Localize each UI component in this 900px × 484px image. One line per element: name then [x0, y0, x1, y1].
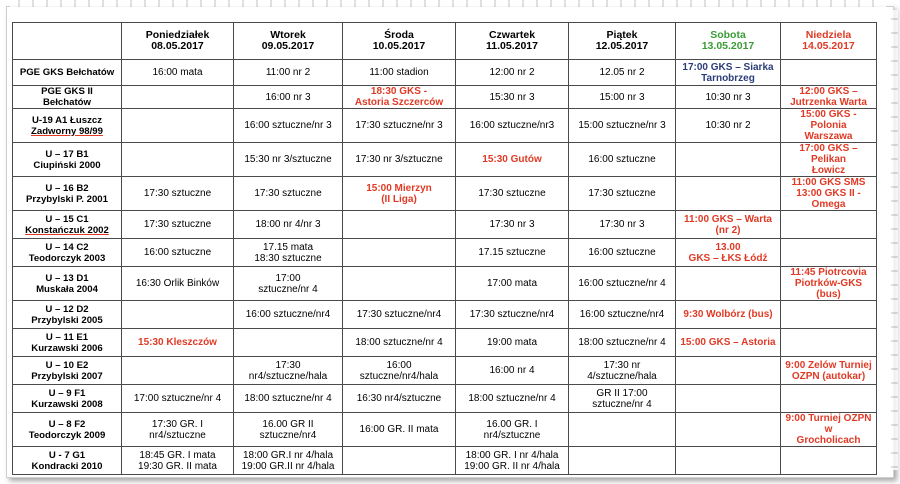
table-row	[13, 143, 877, 177]
cell-line: nr4/sztuczne	[149, 429, 206, 441]
schedule-cell	[122, 357, 234, 385]
day-header	[676, 23, 781, 60]
cell-line: 15:00 GKS – Astoria	[680, 337, 776, 348]
schedule-cell	[234, 109, 343, 143]
cell-line: sztuczne/nr 4	[592, 398, 652, 410]
table-row	[13, 413, 877, 447]
cell-line: 15:30 nr 3	[489, 91, 535, 103]
team-line: Przybylski 2007	[31, 370, 103, 382]
cell-line: 17.15 sztuczne	[478, 247, 546, 258]
schedule-cell	[122, 109, 234, 143]
cell-line: 17:30 sztuczne	[254, 188, 322, 199]
day-date: 13.05.2017	[701, 40, 755, 52]
schedule-cell	[343, 143, 456, 177]
schedule-cell	[676, 211, 781, 239]
cell-line: 18:00 sztuczne/nr 4	[244, 393, 332, 404]
day-date: 09.05.2017	[261, 40, 315, 52]
cell-line: 17:00	[275, 272, 301, 284]
schedule-cell	[343, 267, 456, 301]
schedule-cell	[122, 267, 234, 301]
team-line: U – 15 C1	[45, 213, 89, 225]
cell-line: 16.00 GR. I	[486, 418, 538, 430]
cell-line: 15:00 sztuczne/nr 3	[578, 120, 666, 131]
cell-line: 9:00 Turniej OZPN w	[785, 413, 872, 435]
cell-line: 17:30 sztuczne	[588, 188, 656, 199]
cell-line: 17:30 sztuczne/nr 3	[355, 120, 443, 131]
team-cell	[13, 143, 122, 177]
team-cell	[13, 385, 122, 413]
schedule-cell	[122, 86, 234, 109]
cell-line: nr4/sztuczne/hala	[248, 370, 328, 382]
schedule-body	[13, 60, 877, 475]
cell-line: 18:00 sztuczne/nr 4	[468, 393, 556, 404]
schedule-cell	[122, 447, 234, 475]
day-date: 10.05.2017	[372, 40, 426, 52]
table-row	[13, 357, 877, 385]
schedule-cell	[569, 86, 676, 109]
team-line: U – 9 F1	[48, 387, 86, 399]
cell-line: 17:30	[275, 359, 301, 371]
team-line: Kurzawski 2006	[31, 342, 103, 354]
schedule-cell	[456, 211, 569, 239]
cell-line: sztuczne/nr4/hala	[359, 370, 439, 382]
schedule-cell	[781, 60, 877, 86]
schedule-cell	[781, 413, 877, 447]
schedule-cell	[569, 447, 676, 475]
cell-line: 18:45 GR. I mata	[139, 449, 216, 461]
team-line: Przybylski P. 2001	[26, 193, 108, 205]
schedule-cell	[343, 86, 456, 109]
cell-line: 16:00 mata	[152, 67, 203, 78]
cell-line: 16:00 sztuczne/nr4	[579, 309, 665, 320]
cell-line: 17:30 sztuczne/nr4	[356, 309, 442, 320]
cell-line: 11:00 stadion	[369, 67, 429, 78]
table-row	[13, 447, 877, 475]
schedule-cell	[676, 447, 781, 475]
cell-line: (II Liga)	[381, 193, 417, 205]
cell-line: nr4/sztuczne	[483, 429, 541, 441]
cell-line: 16:00 sztuczne	[143, 247, 212, 258]
schedule-cell	[676, 60, 781, 86]
schedule-cell	[234, 239, 343, 267]
schedule-cell	[122, 329, 234, 357]
cell-line: 18:00 GR. I nr 4/hala	[465, 449, 559, 461]
team-line: PGE GKS II	[41, 86, 93, 97]
schedule-cell	[343, 109, 456, 143]
cell-line: GKS – ŁKS Łódź	[688, 252, 768, 264]
team-line: Teodorczyk 2003	[28, 252, 106, 264]
cell-line: 16:00 sztuczne/nr 3	[244, 120, 332, 131]
schedule-cell	[234, 267, 343, 301]
cell-line: 16:30 nr4/sztuczne	[356, 393, 442, 404]
schedule-cell	[343, 239, 456, 267]
table-row	[13, 60, 877, 86]
cell-line: 16:00 sztuczne/nr3	[469, 120, 555, 131]
table-row	[13, 211, 877, 239]
schedule-cell	[569, 329, 676, 357]
day-name: Sobota	[710, 29, 746, 41]
team-cell	[13, 86, 122, 109]
schedule-cell	[781, 329, 877, 357]
day-name: Wtorek	[270, 29, 306, 41]
team-line: Konstańczuk 2002	[25, 224, 109, 236]
schedule-cell	[781, 301, 877, 329]
cell-line: 16:00 sztuczne	[588, 154, 656, 165]
cell-line: 19:00 mata	[486, 337, 538, 348]
day-date: 14.05.2017	[802, 40, 855, 52]
cell-line: 18:30 GKS -	[370, 86, 428, 97]
schedule-cell	[676, 385, 781, 413]
schedule-cell	[122, 413, 234, 447]
day-header	[781, 23, 877, 60]
table-row	[13, 86, 877, 109]
schedule-cell	[343, 211, 456, 239]
schedule-cell	[676, 301, 781, 329]
cell-line: 11:00 nr 2	[265, 67, 311, 78]
cell-line: 10:30 nr 2	[705, 120, 751, 131]
schedule-cell	[122, 60, 234, 86]
schedule-cell	[781, 239, 877, 267]
schedule-cell	[343, 301, 456, 329]
team-line: Teodorczyk 2009	[28, 429, 106, 441]
team-line: U – 10 E2	[45, 359, 89, 371]
schedule-cell	[676, 413, 781, 447]
table-row	[13, 177, 877, 211]
schedule-cell	[456, 239, 569, 267]
table-row	[13, 267, 877, 301]
schedule-cell	[676, 177, 781, 211]
schedule-cell	[781, 357, 877, 385]
cell-line: 19:00 GR. II nr 4/hala	[464, 460, 560, 472]
cell-line: 12:00 GKS –	[799, 86, 858, 97]
day-name: Czwartek	[488, 29, 536, 41]
schedule-cell	[676, 109, 781, 143]
cell-line: (nr 2)	[715, 224, 741, 236]
schedule-cell	[343, 413, 456, 447]
cell-line: 9:30 Wolbórz (bus)	[683, 309, 773, 320]
team-cell	[13, 239, 122, 267]
team-cell	[13, 267, 122, 301]
schedule-cell	[781, 109, 877, 143]
team-line: Ciupiński 2000	[33, 159, 101, 171]
team-line: PGE GKS Bełchatów	[19, 67, 115, 78]
cell-line: 16:00 sztuczne	[588, 247, 656, 258]
schedule-cell	[122, 239, 234, 267]
cell-line: 16:00 GR. II mata	[359, 424, 439, 435]
cell-line: 16:00 nr 3	[265, 91, 311, 103]
cell-line: OZPN (autokar)	[791, 370, 866, 382]
table-row	[13, 301, 877, 329]
schedule-cell	[569, 211, 676, 239]
cell-line: 17.15 mata	[262, 241, 314, 253]
schedule-cell	[234, 86, 343, 109]
cell-line: 17:30 nr 3	[599, 219, 645, 230]
team-cell	[13, 211, 122, 239]
schedule-cell	[781, 86, 877, 109]
header-corner	[13, 23, 122, 60]
cell-line: 17:00 sztuczne/nr 4	[133, 393, 222, 404]
cell-line: GR II 17:00	[596, 387, 648, 399]
cell-line: Piotrków-GKS (bus)	[794, 278, 863, 300]
schedule-cell	[781, 447, 877, 475]
cell-line: 12:00 nr 2	[489, 67, 535, 78]
schedule-cell	[234, 357, 343, 385]
cell-line: sztuczne/nr4	[259, 429, 317, 441]
team-line: U – 11 E1	[45, 331, 89, 343]
cell-line: 17:30 sztuczne/nr4	[469, 309, 555, 320]
cell-line: 17:00 GKS – Siarka	[682, 61, 774, 73]
schedule-cell	[456, 447, 569, 475]
schedule-cell	[569, 385, 676, 413]
day-date: 11.05.2017	[486, 40, 538, 52]
schedule-cell	[781, 211, 877, 239]
schedule-cell	[456, 301, 569, 329]
team-cell	[13, 109, 122, 143]
training-schedule-table	[12, 22, 877, 475]
schedule-cell	[456, 177, 569, 211]
cell-line: 17:00 mata	[486, 278, 538, 289]
cell-line: 13:00 GKS II - Omega	[796, 188, 861, 210]
schedule-cell	[234, 211, 343, 239]
schedule-cell	[343, 385, 456, 413]
day-header	[234, 23, 343, 60]
team-line: Zadworny 98/99	[31, 125, 103, 137]
team-line: Przybylski 2005	[31, 314, 103, 326]
schedule-cell	[781, 385, 877, 413]
schedule-cell	[122, 211, 234, 239]
cell-line: 18:00 nr 4/nr 3	[255, 219, 321, 230]
cell-line: 15:30 nr 3/sztuczne	[244, 154, 332, 165]
cell-line: 13.00	[715, 241, 741, 253]
team-cell	[13, 413, 122, 447]
schedule-cell	[122, 143, 234, 177]
cell-line: 11:45 Piotrcovia	[790, 267, 867, 278]
schedule-cell	[122, 385, 234, 413]
schedule-cell	[781, 267, 877, 301]
cell-line: 17:00 GKS – Pelikan	[799, 143, 858, 165]
cell-line: 17:30 GR. I	[151, 418, 204, 430]
cell-line: 11:00 GKS SMS	[791, 177, 866, 188]
day-header	[122, 23, 234, 60]
cell-line: 15:00 GKS - Polonia	[800, 109, 857, 131]
cell-line: 16.00 GR II	[262, 418, 314, 430]
schedule-cell	[456, 267, 569, 301]
schedule-cell	[343, 357, 456, 385]
schedule-cell	[456, 109, 569, 143]
cell-line: 15:30 Kleszczów	[138, 337, 217, 348]
schedule-cell	[343, 177, 456, 211]
schedule-cell	[676, 239, 781, 267]
schedule-cell	[456, 143, 569, 177]
cell-line: 18:00 sztuczne/nr 4	[355, 337, 443, 348]
cell-line: Łowicz	[811, 165, 846, 176]
cell-line: 17:30 sztuczne	[143, 188, 212, 199]
cell-line: Astoria Szczerców	[354, 97, 444, 108]
table-row	[13, 109, 877, 143]
schedule-cell	[569, 177, 676, 211]
cell-line: 15:30 Gutów	[482, 154, 542, 165]
cell-line: Grocholicach	[796, 435, 861, 446]
schedule-cell	[569, 413, 676, 447]
schedule-cell	[234, 60, 343, 86]
day-name: Niedziela	[805, 29, 852, 41]
team-line: U – 13 D1	[45, 272, 89, 284]
day-date: 08.05.2017	[151, 40, 204, 52]
cell-line: Jutrzenka Warta	[790, 97, 867, 108]
team-line: Kurzawski 2008	[31, 398, 103, 410]
cell-line: 16:00 sztuczne/nr4	[245, 309, 331, 320]
cell-line: 9:00 Zelów Turniej	[785, 359, 872, 371]
cell-line: 4/sztuczne/hala	[587, 370, 657, 382]
cell-line: 18:00 sztuczne/nr 4	[578, 337, 666, 348]
cell-line: 16:00 sztuczne/nr 4	[578, 278, 666, 289]
cell-line: 17:30 nr 3/sztuczne	[355, 154, 443, 165]
schedule-cell	[456, 413, 569, 447]
team-line: U – 17 B1	[45, 148, 89, 160]
team-cell	[13, 177, 122, 211]
schedule-cell	[234, 177, 343, 211]
cell-line: 15:00 Mierzyn	[366, 182, 432, 194]
day-header	[569, 23, 676, 60]
team-line: U – 12 D2	[45, 303, 89, 315]
day-date: 12.05.2017	[595, 40, 649, 52]
team-cell	[13, 301, 122, 329]
schedule-cell	[234, 413, 343, 447]
schedule-cell	[234, 329, 343, 357]
schedule-cell	[676, 329, 781, 357]
schedule-cell	[569, 267, 676, 301]
cell-line: 15:00 nr 3	[599, 91, 645, 103]
cell-line: 10:30 nr 3	[705, 91, 751, 103]
schedule-cell	[122, 301, 234, 329]
schedule-cell	[456, 60, 569, 86]
team-line: U – 16 B2	[45, 182, 89, 194]
schedule-cell	[676, 86, 781, 109]
table-row	[13, 329, 877, 357]
cell-line: 19:30 GR. II mata	[138, 460, 217, 472]
schedule-cell	[569, 143, 676, 177]
team-line: U – 14 C2	[45, 241, 89, 253]
schedule-cell	[456, 385, 569, 413]
cell-line: sztuczne/nr 4	[258, 283, 318, 295]
table-row	[13, 385, 877, 413]
cell-line: 17:30 sztuczne	[478, 188, 546, 199]
schedule-cell	[781, 177, 877, 211]
team-line: Bełchatów	[43, 97, 91, 108]
day-name: Piątek	[606, 29, 638, 41]
schedule-cell	[234, 447, 343, 475]
schedule-cell	[676, 143, 781, 177]
schedule-cell	[343, 447, 456, 475]
team-line: U-19 A1 Łuszcz	[31, 114, 103, 126]
day-header	[343, 23, 456, 60]
schedule-cell	[569, 239, 676, 267]
cell-line: 17:30 nr	[603, 359, 641, 371]
team-line: U – 8 F2	[48, 418, 86, 430]
table-row	[13, 239, 877, 267]
header-row	[13, 23, 877, 60]
cell-line: 18:30 sztuczne	[254, 252, 322, 264]
schedule-cell	[569, 301, 676, 329]
schedule-cell	[234, 143, 343, 177]
schedule-cell	[781, 143, 877, 177]
schedule-cell	[456, 357, 569, 385]
schedule-cell	[456, 86, 569, 109]
schedule-cell	[343, 60, 456, 86]
cell-line: 19:00 GR.II nr 4/hala	[241, 460, 335, 472]
schedule-cell	[569, 109, 676, 143]
team-cell	[13, 357, 122, 385]
team-line: Muskała 2004	[36, 283, 98, 295]
cell-line: 16:30 Orlik Binków	[135, 278, 220, 289]
team-cell	[13, 60, 122, 86]
day-name: Środa	[384, 29, 414, 41]
cell-line: 16:00 nr 4	[489, 365, 535, 376]
day-header	[456, 23, 569, 60]
cell-line: 16:00	[386, 359, 412, 371]
cell-line: 17:30 sztuczne	[143, 219, 212, 230]
schedule-cell	[234, 301, 343, 329]
cell-line: 12.05 nr 2	[599, 67, 645, 78]
cell-line: Tarnobrzeg	[701, 72, 755, 84]
team-cell	[13, 447, 122, 475]
schedule-cell	[122, 177, 234, 211]
schedule-cell	[676, 267, 781, 301]
schedule-cell	[343, 329, 456, 357]
cell-line: 17:30 nr 3	[489, 219, 535, 230]
cell-line: 18:00 GR.I nr 4/hala	[242, 449, 334, 461]
schedule-cell	[234, 385, 343, 413]
schedule-cell	[569, 60, 676, 86]
cell-line: 11:00 GKS – Warta	[683, 213, 772, 225]
team-line: U - 7 G1	[48, 449, 86, 461]
schedule-cell	[569, 357, 676, 385]
schedule-cell	[456, 329, 569, 357]
team-cell	[13, 329, 122, 357]
day-name: Poniedziałek	[145, 29, 210, 41]
schedule-cell	[676, 357, 781, 385]
team-line: Kondracki 2010	[31, 460, 103, 472]
cell-line: Warszawa	[804, 131, 853, 142]
